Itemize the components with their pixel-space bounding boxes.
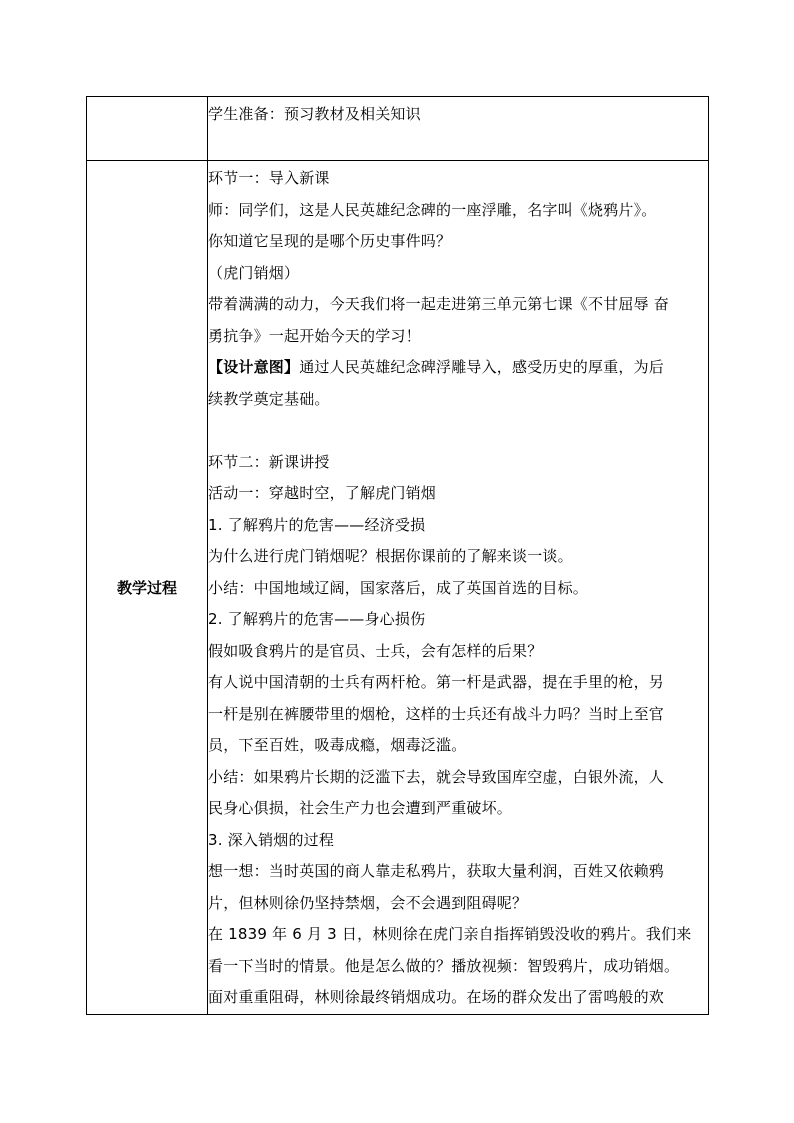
text-line: 学生准备：预习教材及相关知识 bbox=[208, 105, 421, 123]
text-line: 环节一：导入新课 bbox=[208, 169, 330, 187]
text-line: 环节二：新课讲授 bbox=[208, 452, 330, 471]
row-content-cell bbox=[208, 161, 709, 1015]
text-line: 看一下当时的情景。他是怎么做的？播放视频：智毁鸦片，成功销烟。 bbox=[208, 956, 680, 975]
text-line: 在 1839 年 6 月 3 日，林则徐在虎门亲自指挥销毁没收的鸦片。我们来 bbox=[208, 925, 692, 943]
text-line: 小结：中国地域辽阔，国家落后，成了英国首选的目标。 bbox=[208, 578, 589, 597]
text-line: 员，下至百姓，吸毒成瘾，烟毒泛滥。 bbox=[208, 736, 467, 754]
text-line: 片，但林则徐仍坚持禁烟，会不会遇到阻碍呢？ bbox=[208, 893, 528, 912]
text-line: 你知道它呈现的是哪个历史事件吗？ bbox=[208, 232, 452, 250]
text-line: 想一想：当时英国的商人靠走私鸦片，获取大量利润，百姓又依赖鸦 bbox=[208, 862, 665, 880]
table-row bbox=[87, 97, 709, 161]
text-line: 面对重重阻碍，林则徐最终销烟成功。在场的群众发出了雷鸣般的欢 bbox=[208, 988, 665, 1006]
text-line: 一杆是别在裤腰带里的烟枪，这样的士兵还有战斗力吗？当时上至官 bbox=[208, 704, 665, 723]
teaching-process-text bbox=[208, 163, 708, 1014]
text-line: 为什么进行虎门销烟呢？根据你课前的了解来谈一谈。 bbox=[208, 547, 573, 565]
row-content-cell bbox=[208, 97, 709, 161]
design-intent-line bbox=[208, 352, 708, 384]
design-intent-text: 通过人民英雄纪念碑浮雕导入，感受历史的厚重，为后 bbox=[299, 358, 665, 376]
row-label-cell: 教学过程 bbox=[87, 161, 208, 1015]
text-line: 勇抗争》一起开始今天的学习！ bbox=[208, 326, 421, 345]
row-label-cell bbox=[87, 97, 208, 161]
text-line: 师：同学们，这是人民英雄纪念碑的一座浮雕，名字叫《烧鸦片》。 bbox=[208, 200, 657, 219]
text-line: 小结：如果鸦片长期的泛滥下去，就会导致国库空虚，白银外流，人 bbox=[208, 767, 665, 786]
text-line: 假如吸食鸦片的是官员、士兵，会有怎样的后果？ bbox=[208, 641, 543, 660]
text-line: 2. 了解鸦片的危害——身心损伤 bbox=[208, 610, 426, 628]
text-line: （虎门销烟） bbox=[208, 263, 300, 282]
text-line: 续教学奠定基础。 bbox=[208, 389, 330, 408]
text-line: 1. 了解鸦片的危害——经济受损 bbox=[208, 515, 426, 534]
text-line: 活动一：穿越时空，了解虎门销烟 bbox=[208, 484, 437, 502]
blank-line bbox=[208, 415, 708, 447]
text-line: 民身心俱损，社会生产力也会遭到严重破坏。 bbox=[208, 799, 513, 817]
text-line: 3. 深入销烟的过程 bbox=[208, 830, 335, 849]
text-line: 带着满满的动力，今天我们将一起走进第三单元第七课《不甘屈辱 奋 bbox=[208, 295, 669, 313]
lesson-plan-table bbox=[86, 96, 709, 1015]
design-intent-tag: 【设计意图】 bbox=[208, 358, 300, 376]
text-line: 有人说中国清朝的士兵有两杆枪。第一杆是武器，提在手里的枪，另 bbox=[208, 673, 665, 691]
table-row bbox=[87, 161, 709, 1015]
